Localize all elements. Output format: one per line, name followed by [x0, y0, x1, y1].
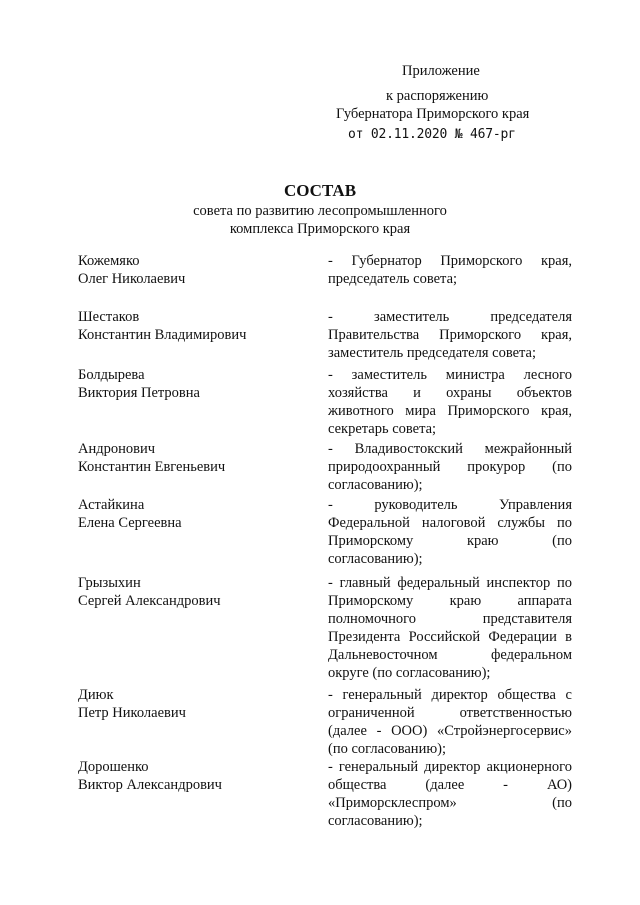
member-surname: Болдырева — [78, 367, 145, 383]
member-given-name: Олег Николаевич — [78, 271, 186, 287]
member-name — [78, 366, 308, 402]
member-role — [328, 366, 572, 438]
member-role-line: Президента Российской Федерации в — [328, 629, 572, 645]
member-role-line: - заместитель министра лесного — [328, 367, 572, 383]
member-role — [328, 308, 572, 362]
member-role-line: - генеральный директор общества с — [328, 687, 572, 703]
member-role-line: ограниченной ответственностью — [328, 705, 572, 721]
member-role-line: Приморскому краю аппарата — [328, 593, 572, 609]
member-role-line: (далее - ООО) «Стройэнергосервис» — [328, 723, 572, 739]
member-role-line: общества (далее - АО) — [328, 777, 572, 793]
member-role-line: (по согласованию); — [328, 741, 447, 757]
document-title — [0, 180, 640, 238]
member-role-line: - генеральный директор акционерного — [328, 759, 572, 775]
title-heading: СОСТАВ — [283, 181, 357, 200]
order-date-number: от 02.11.2020 № 467-рг — [348, 127, 516, 142]
member-role-line: - заместитель председателя — [328, 309, 572, 325]
member-role-line: Федеральной налоговой службы по — [328, 515, 572, 531]
member-role-line: полномочного представителя — [328, 611, 572, 627]
member-role-line: Дальневосточном федеральном — [328, 647, 572, 663]
member-surname: Диюк — [78, 687, 114, 703]
member-surname: Кожемяко — [78, 253, 140, 269]
member-name — [78, 440, 308, 476]
member-role-line: животного мира Приморского края, — [328, 403, 572, 419]
member-role-line: секретарь совета; — [328, 421, 437, 437]
member-role-line: «Приморсклеспром» (по — [328, 795, 572, 811]
member-role — [328, 758, 572, 830]
member-role-line: согласованию); — [328, 477, 423, 493]
member-given-name: Виктор Александрович — [78, 777, 222, 793]
member-role — [328, 686, 572, 758]
order-reference: к распоряжению — [386, 88, 489, 104]
member-given-name: Елена Сергеевна — [78, 515, 182, 531]
member-given-name: Константин Владимирович — [78, 327, 247, 343]
member-role-line: Правительства Приморского края, — [328, 327, 572, 343]
member-name — [78, 574, 308, 610]
member-role-line: Приморскому краю (по — [328, 533, 572, 549]
member-surname: Астайкина — [78, 497, 145, 513]
member-given-name: Виктория Петровна — [78, 385, 200, 401]
member-surname: Дорошенко — [78, 759, 149, 775]
member-role-line: - главный федеральный инспектор по — [328, 575, 572, 591]
member-role-line: хозяйства и охраны объектов — [328, 385, 572, 401]
member-role — [328, 574, 572, 682]
member-name — [78, 496, 308, 532]
member-role-line: - Владивостокский межрайонный — [328, 441, 572, 457]
member-role-line: заместитель председателя совета; — [328, 345, 537, 361]
member-name — [78, 686, 308, 722]
member-given-name: Константин Евгеньевич — [78, 459, 226, 475]
member-role — [328, 252, 572, 288]
member-name — [78, 758, 308, 794]
member-role — [328, 440, 572, 494]
appendix-header — [336, 62, 546, 144]
member-role-line: согласованию); — [328, 551, 423, 567]
title-subtitle-2: комплекса Приморского края — [229, 221, 411, 237]
member-name — [78, 308, 308, 344]
title-subtitle-1: совета по развитию лесопромышленного — [193, 203, 447, 219]
member-role-line: председатель совета; — [328, 271, 458, 287]
member-role-line: природоохранный прокурор (по — [328, 459, 572, 475]
member-role-line: округе (по согласованию); — [328, 665, 491, 681]
member-given-name: Сергей Александрович — [78, 593, 221, 609]
member-name — [78, 252, 308, 288]
member-role — [328, 496, 572, 568]
appendix-label: Приложение — [402, 63, 480, 79]
member-given-name: Петр Николаевич — [78, 705, 186, 721]
member-role-line: - руководитель Управления — [328, 497, 572, 513]
member-role-line: - Губернатор Приморского края, — [328, 253, 572, 269]
issuer: Губернатора Приморского края — [336, 106, 530, 122]
member-surname: Шестаков — [78, 309, 140, 325]
member-role-line: согласованию); — [328, 813, 423, 829]
member-surname: Грызыхин — [78, 575, 141, 591]
member-surname: Андронович — [78, 441, 156, 457]
